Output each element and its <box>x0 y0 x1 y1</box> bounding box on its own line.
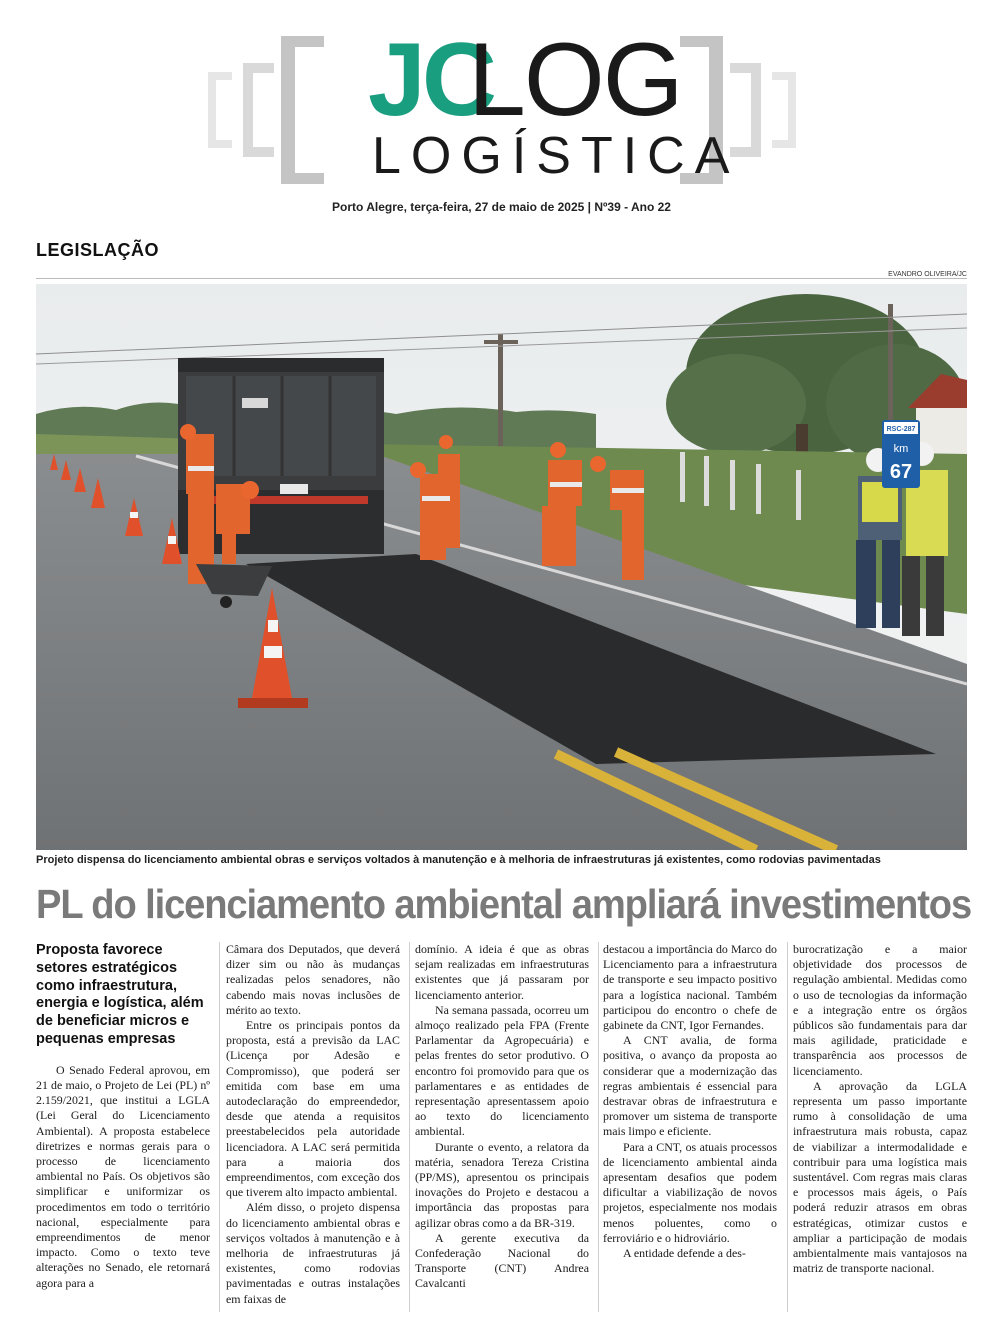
article-paragraph: Na semana passada, ocorreu um almoço realizado pela FPA (Frente Parlamentar da Agropecuária) e pelas frentes do setor produtivo. O encontro foi promovido para que os parlamentares e as entidades de representação apresentassem apoio ao texto do licenciamento ambiental. <box>415 1002 589 1139</box>
article-paragraph: A aprovação da LGLA representa um passo importante rumo à consolidação de uma infraestrutura mais robusta, capaz de viabilizar a intermodalidade e contribuir para uma logística mais sustentável. Com regras mais claras e processos mais ágeis, o País poderá reduzir atrasos em obras estratégicas, otimizar custos e ampliar a participação de modais ambientalmente mais vantajosos na matriz de transporte nacional. <box>793 1078 967 1276</box>
article-column-4 <box>603 942 777 1312</box>
masthead <box>0 0 1003 230</box>
column-divider <box>219 942 220 1312</box>
photo-caption: Projeto dispensa do licenciamento ambiental obras e serviços voltados à manutenção e à melhoria de infraestruturas já existentes, como rodovias pavimentadas <box>36 854 881 866</box>
article-paragraph: A gerente executiva da Confederação Nacional do Transporte (CNT) Andrea Cavalcanti <box>415 1230 589 1291</box>
article-paragraph: Para a CNT, os atuais processos de licenciamento ambiental ainda apresentam desafios que podem dificultar a viabilização de novos projetos, especialmente nos modais menos poluentes, como o ferroviário e o hidroviário. <box>603 1139 777 1245</box>
dateline: Porto Alegre, terça-feira, 27 de maio de 2025 | Nº39 - Ano 22 <box>332 200 671 214</box>
logo-subtitle: LOGÍSTICA <box>372 127 740 185</box>
sign-km: km <box>893 443 909 455</box>
article-paragraph: Além disso, o projeto dispensa do licenciamento ambiental obras e serviços voltados à manutenção e à melhoria de infraestruturas já existentes, como rodovias pavimentadas e outras instalações em faixas de <box>226 1200 400 1306</box>
left-bracket-decoration <box>204 36 330 184</box>
article-paragraph: Entre os principais pontos da proposta, está a previsão da LAC (Licença por Adesão e Compromisso), que poderá ser emitida com base em uma autodeclaração do empreendedor, desde que atenda a requisitos preestabelecidos pela autoridade licenciadora. A LAC será permitida para a maioria dos empreendimentos, com exceção dos que tiverem alto impacto ambiental. <box>226 1018 400 1200</box>
section-label: LEGISLAÇÃO <box>36 240 160 260</box>
logo-jc: JC <box>368 22 493 138</box>
article-body <box>36 942 967 1312</box>
photo-credit: EVANDRO OLIVEIRA/JC <box>888 271 967 278</box>
headline: PL do licenciamento ambiental ampliará investimentos <box>36 881 972 927</box>
article-column-2 <box>226 942 400 1312</box>
article-lede: Proposta favorece setores estratégicos como infraestrutura, energia e logística, além de beneficiar micros e pequenas empresas <box>36 942 204 1047</box>
column-divider <box>598 942 599 1312</box>
article-paragraph: A entidade defende a des- <box>623 1246 746 1261</box>
article-column-1 <box>36 942 210 1312</box>
article-paragraph: Câmara dos Deputados, que deverá dizer sim ou não às mudanças realizadas pelos senadores, não cabendo mais novas inclusões de mérito ao texto. <box>226 942 400 1017</box>
article-paragraph: A CNT avalia, de forma positiva, o avanço da proposta ao considerar que a modernização das regras ambientais é essencial para destravar obras de infraestrutura e promover um sistema de transporte mais limpo e eficiente. <box>603 1033 777 1139</box>
sign-number: 67 <box>889 461 913 483</box>
article-paragraph: Durante o evento, a relatora da matéria, senadora Tereza Cristina (PP/MS), apresentou os principais inovações do Projeto e destacou a importância das propostas para agilizar obras como a da BR-319. <box>415 1139 589 1230</box>
column-divider <box>409 942 410 1312</box>
sign-road-code: RSC-287 <box>886 426 916 433</box>
column-divider <box>787 942 788 1312</box>
road-works-illustration <box>36 284 967 850</box>
article-paragraph: domínio. A ideia é que as obras sejam realizadas em infraestruturas existentes que já passaram por licenciamento anterior. <box>415 942 589 1002</box>
lead-photo <box>36 284 967 850</box>
article-paragraph: burocratização e a maior objetividade dos processos de regulação ambiental. Medidas como o uso de tecnologias da informação e a integração entre os órgãos públicos são fundamentais para dar mais agilidade, praticidade e transparência aos processos de licenciamento. <box>793 942 967 1078</box>
article-paragraph: O Senado Federal aprovou, em 21 de maio, o Projeto de Lei (PL) nº 2.159/2021, que institui a LGLA (Lei Geral do Licenciamento Ambiental). A proposta estabelece diretrizes e normas gerais para o processo de licenciamento ambiental no País. Os objetivos são simplificar e uniformizar os procedimentos em todo o território nacional, especialmente para empreendimentos de menor impacto. Como o texto teve alterações no Senado, ele retornará agora para a <box>36 1062 210 1290</box>
article-column-3 <box>415 942 589 1312</box>
section-rule <box>36 278 967 279</box>
article-paragraph: destacou a importância do Marco do Licenciamento para a infraestrutura de transporte e seu impacto positivo para a logística nacional. Também participou do encontro o chefe de gabinete da CNT, Igor Fernandes. <box>603 942 777 1033</box>
logo-log: LOG <box>468 22 682 138</box>
article-column-5 <box>793 942 967 1312</box>
